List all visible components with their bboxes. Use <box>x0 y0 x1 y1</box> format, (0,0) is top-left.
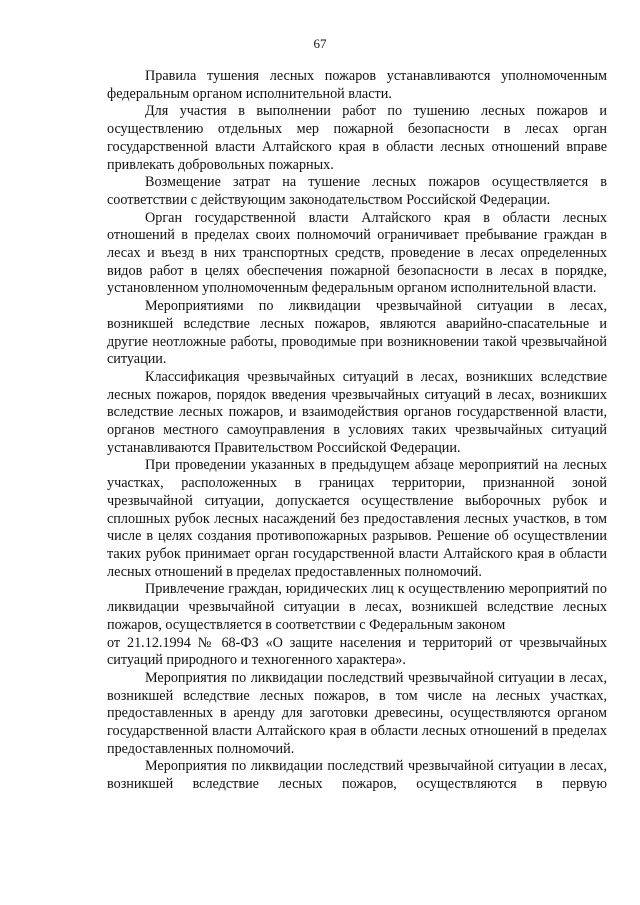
paragraph-aftermath-measures: Мероприятия по ликвидации последствий чрезвычайной ситуации в лесах, возникшей вследствие лесных пожаров, в том числе на лесных участках, предоставленных в аренду для заготовки древесины, осуществляются органом государственной власти Алтайского края в области лесных отношений в пределах предоставленных полномочий. <box>107 669 607 757</box>
paragraph-federal-law-reference: от 21.12.1994 № 68-ФЗ «О защите населения и территорий от чрезвычайных ситуаций природного и техногенного характера». <box>107 634 607 669</box>
paragraph-aftermath-continued: Мероприятия по ликвидации последствий чрезвычайной ситуации в лесах, возникшей вследствие лесных пожаров, осуществляются в первую <box>107 758 607 793</box>
paragraph-emergency-measures: Мероприятиями по ликвидации чрезвычайной ситуации в лесах, возникшей вследствие лесных пожаров, являются аварийно-спасательные и другие неотложные работы, проводимые при возникновении такой чрезвычайной ситуации. <box>107 298 607 368</box>
paragraph-citizen-involvement: Привлечение граждан, юридических лиц к осуществлению мероприятий по ликвидации чрезвычайной ситуации в лесах, возникшей вследствие лесных пожаров, осуществляется в соответствии с Федеральным законом <box>107 581 607 633</box>
paragraph-volunteer-firefighters: Для участия в выполнении работ по тушению лесных пожаров и осуществлению отдельных мер пожарной безопасности в лесах орган государственной власти Алтайского края в области лесных отношений вправе привлекать добровольных пожарных. <box>107 103 607 173</box>
paragraph-fire-rules: Правила тушения лесных пожаров устанавливаются уполномоченным федеральным органом исполнительной власти. <box>107 68 607 102</box>
paragraph-forest-access-restriction: Орган государственной власти Алтайского края в области лесных отношений в пределах своих полномочий ограничивает пребывание граждан в лесах и въезд в них транспортных средств, проведение в лесах определенных видов работ в целях обеспечения пожарной безопасности в лесах в порядке, установленном уполномоченным федеральным органом исполнительной власти. <box>107 209 607 297</box>
document-body <box>107 68 607 794</box>
paragraph-cost-reimbursement: Возмещение затрат на тушение лесных пожаров осуществляется в соответствии с действующим законодательством Российской Федерации. <box>107 174 607 208</box>
paragraph-emergency-classification: Классификация чрезвычайных ситуаций в лесах, возникших вследствие лесных пожаров, порядок введения чрезвычайных ситуаций в лесах, возникших вследствие лесных пожаров, и взаимодействия органов государственной власти, органов местного самоуправления в условиях таких чрезвычайных ситуаций устанавливаются Правительством Российской Федерации. <box>107 368 607 456</box>
page-number: 67 <box>313 36 327 51</box>
paragraph-felling-in-emergency-zone: При проведении указанных в предыдущем абзаце мероприятий на лесных участках, расположенных в границах территории, признанной зоной чрезвычайной ситуации, допускается осуществление выборочных рубок и сплошных рубок лесных насаждений без предоставления лесных участков, в том числе в целях создания противопожарных разрывов. Решение об осуществлении таких рубок принимает орган государственной власти Алтайского края в области лесных отношений в пределах предоставленных полномочий. <box>107 457 607 580</box>
